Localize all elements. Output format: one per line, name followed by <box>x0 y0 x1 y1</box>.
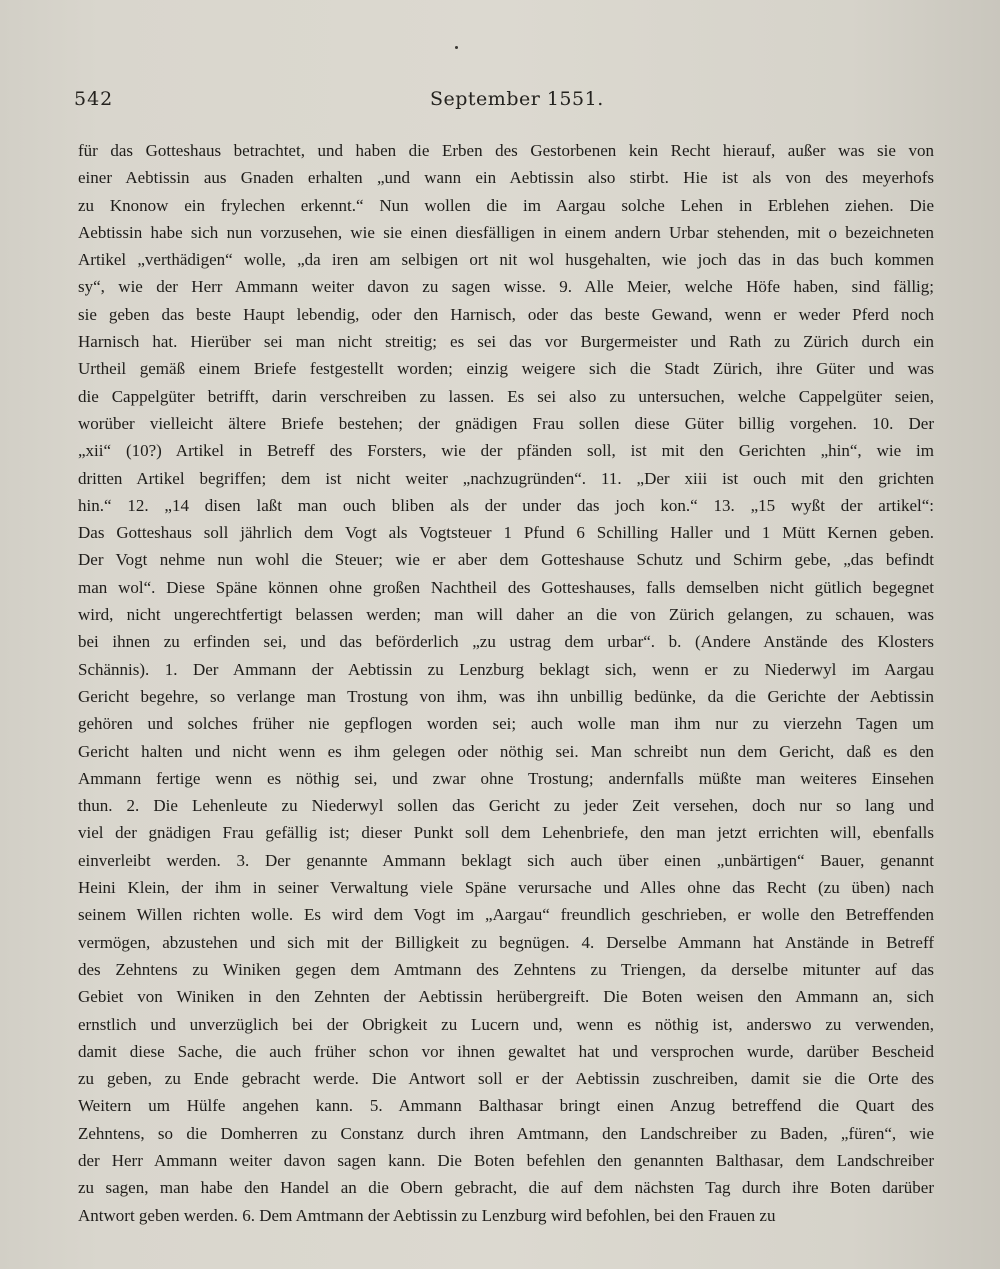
text-line: zu sagen, man habe den Handel an die Obern gebracht, die auf dem nächsten Tag durch ihre Boten darüber <box>78 1178 934 1198</box>
text-line: thun. 2. Die Lehenleute zu Niederwyl sollen das Gericht zu jeder Zeit versehen, doch nur so lang und <box>78 796 934 816</box>
text-line: zu geben, zu Ende gebracht werde. Die Antwort soll er der Aebtissin zuschreiben, damit sie die Orte des <box>78 1069 934 1089</box>
text-line: einer Aebtissin aus Gnaden erhalten „und wann ein Aebtissin also stirbt. Hie ist als von des meyerhofs <box>78 168 934 188</box>
text-line: Das Gotteshaus soll jährlich dem Vogt als Vogtsteuer 1 Pfund 6 Schilling Haller und 1 Mütt Kernen geben. <box>78 523 934 543</box>
text-line: ernstlich und unverzüglich bei der Obrigkeit zu Lucern und, wenn es nöthig ist, anderswo zu verwenden, <box>78 1014 934 1034</box>
text-line: Der Vogt nehme nun wohl die Steuer; wie er aber dem Gotteshause Schutz und Schirm gebe, „das befindt <box>78 550 934 570</box>
running-head: September 1551. <box>430 88 604 110</box>
text-line: Gericht halten und nicht wenn es ihm gelegen oder nöthig sei. Man schreibt nun dem Gericht, daß es den <box>78 741 934 761</box>
text-line: Schännis). 1. Der Ammann der Aebtissin zu Lenzburg beklagt sich, wenn er zu Niederwyl im Aargau <box>78 659 934 679</box>
text-line: damit diese Sache, die auch früher schon vor ihnen gewaltet hat und versprochen wurde, darüber Bescheid <box>78 1041 934 1061</box>
text-line: die Cappelgüter betrifft, darin verschreiben zu lassen. Es sei also zu untersuchen, welche Cappelgüter seien, <box>78 386 934 406</box>
text-line: Harnisch hat. Hierüber sei man nicht streitig; es sei das vor Burgermeister und Rath zu Zürich durch ein <box>78 332 934 352</box>
text-line: des Zehntens zu Winiken gegen dem Amtmann des Zehntens zu Triengen, da derselbe mitunter auf das <box>78 959 934 979</box>
text-line: sie geben das beste Haupt lebendig, oder den Harnisch, oder das beste Gewand, wenn er weder Pferd noch <box>78 304 934 324</box>
text-line: Artikel „verthädigen“ wolle, „da iren am selbigen ort nit wol husgehalten, wie joch das in das buch kommen <box>78 250 934 270</box>
text-line: vermögen, abzustehen und sich mit der Billigkeit zu begnügen. 4. Derselbe Ammann hat Anstände in Betreff <box>78 932 934 952</box>
text-line: einverleibt werden. 3. Der genannte Ammann beklagt sich auch über einen „unbärtigen“ Bauer, genannt <box>78 850 934 870</box>
text-line: Antwort geben werden. 6. Dem Amtmann der Aebtissin zu Lenzburg wird befohlen, bei den Frauen zu <box>78 1205 776 1225</box>
text-line: bei ihnen zu erfinden sei, und das beförderlich „zu ustrag dem urbar“. b. (Andere Anstände des Klosters <box>78 632 934 652</box>
text-line: Aebtissin habe sich nun vorzusehen, wie sie einen diesfälligen in einem andern Urbar stehenden, mit o bezeichneten <box>78 222 934 242</box>
text-line: hin.“ 12. „14 disen laßt man ouch bliben als der under das joch kon.“ 13. „15 wyßt der artikel“: <box>78 495 934 515</box>
text-line: der Herr Ammann weiter davon sagen kann. Die Boten befehlen den genannten Balthasar, dem Landschreiber <box>78 1150 934 1170</box>
text-line: gehören und solches früher nie gepflogen worden sei; auch wolle man ihm nur zu vierzehn Tagen um <box>78 714 934 734</box>
text-line: man wol“. Diese Späne können ohne großen Nachtheil des Gotteshauses, falls demselben nicht gütlich begegnet <box>78 577 934 597</box>
text-line: seinem Willen richten wolle. Es wird dem Vogt im „Aargau“ freundlich geschrieben, er wolle den Betreffenden <box>78 905 934 925</box>
body-text <box>78 137 934 1229</box>
text-line: für das Gotteshaus betrachtet, und haben die Erben des Gestorbenen kein Recht hierauf, außer was sie von <box>78 141 934 160</box>
text-line: Gericht begehre, so verlange man Trostung von ihm, was ihn unbillig bedünke, da die Gerichte der Aebtissin <box>78 686 934 706</box>
text-line: Weitern um Hülfe angehen kann. 5. Ammann Balthasar bringt einen Anzug betreffend die Quart des <box>78 1096 934 1116</box>
text-line: dritten Artikel begriffen; dem ist nicht weiter „nachzugründen“. 11. „Der xiii ist ouch mit den grichten <box>78 468 934 488</box>
text-line: Heini Klein, der ihm in seiner Verwaltung viele Späne verursache und Alles ohne das Recht (zu üben) nach <box>78 878 934 898</box>
text-line: worüber vielleicht ältere Briefe bestehen; der gnädigen Frau sollen diese Güter billig vorgehen. 10. Der <box>78 413 934 433</box>
text-line: Ammann fertige wenn es nöthig sei, und zwar ohne Trostung; andernfalls müßte man weiteres Einsehen <box>78 768 934 788</box>
print-speck <box>455 46 458 49</box>
text-line: Urtheil gemäß einem Briefe festgestellt worden; einzig weigere sich die Stadt Zürich, ihre Güter und was <box>78 359 934 379</box>
text-line: sy“, wie der Herr Ammann weiter davon zu sagen wisse. 9. Alle Meier, welche Höfe haben, sind fällig; <box>78 277 934 297</box>
page-header <box>72 88 928 118</box>
text-line: „xii“ (10?) Artikel in Betreff des Forsters, wie der pfänden soll, ist mit den Gerichten „hin“, wie im <box>78 441 934 461</box>
text-line: Zehntens, so die Domherren zu Constanz durch ihren Amtmann, den Landschreiber zu Baden, „füren“, wie <box>78 1123 934 1143</box>
text-line: viel der gnädigen Frau gefällig ist; dieser Punkt soll dem Lehenbriefe, den man jetzt errichten will, ebenfalls <box>78 823 934 843</box>
text-line: Gebiet von Winiken in den Zehnten der Aebtissin herübergreift. Die Boten weisen den Ammann an, sich <box>78 987 934 1007</box>
page-number: 542 <box>74 88 114 110</box>
text-line: wird, nicht ungerechtfertigt belassen werden; man will daher an die von Zürich gelangen, zu schauen, was <box>78 605 934 625</box>
text-line: zu Knonow ein frylechen erkennt.“ Nun wollen die im Aargau solche Lehen in Erblehen ziehen. Die <box>78 195 934 215</box>
